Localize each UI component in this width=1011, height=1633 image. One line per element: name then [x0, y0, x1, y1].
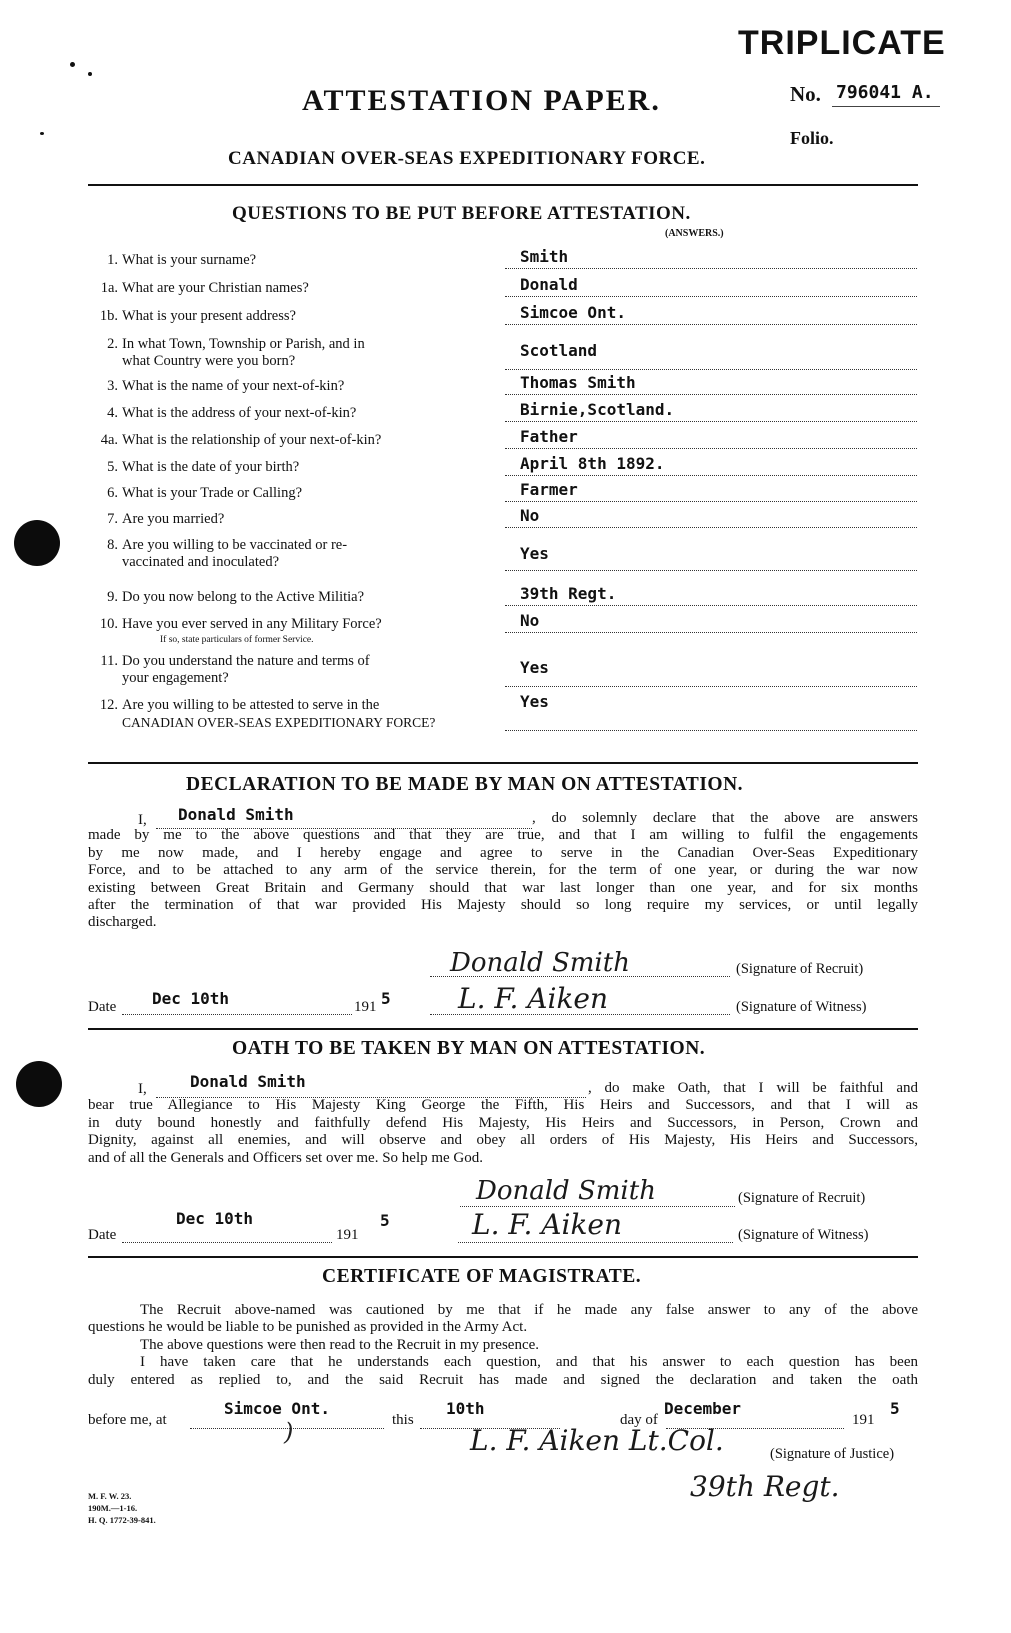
- oath-line: bear true Allegiance to His Majesty King George the Fifth, His Heirs and Successors, and that I will as: [88, 1097, 918, 1114]
- oath-witness-label: (Signature of Witness): [738, 1227, 869, 1243]
- question-number: 5.: [107, 459, 118, 475]
- folio-label: Folio.: [790, 128, 834, 148]
- declaration-line: made by me to the above questions and that they are true, and that I am willing to fulfil the engagements: [88, 827, 918, 844]
- oath-recruit-signature: Donald Smith: [476, 1176, 656, 1206]
- question-number: 8.: [107, 537, 118, 553]
- question-number: 4a.: [100, 432, 118, 448]
- force-name: CANADIAN OVER-SEAS EXPEDITIONARY FORCE.: [228, 148, 706, 169]
- answer-value: Donald: [520, 275, 578, 294]
- oath-year-digit: 5: [380, 1211, 390, 1230]
- question-text: Do you understand the nature and terms of: [122, 653, 370, 669]
- question-text: In what Town, Township or Parish, and in: [122, 336, 365, 352]
- answers-label: (ANSWERS.): [665, 228, 724, 239]
- certificate-heading: CERTIFICATE OF MAGISTRATE.: [322, 1266, 642, 1287]
- number-label: No.: [790, 82, 821, 106]
- question-number: 3.: [107, 378, 118, 394]
- ink-specks: [70, 62, 130, 92]
- question-number: 11.: [100, 653, 118, 669]
- declaration-line: discharged.: [88, 914, 157, 931]
- question-text: What is the date of your birth?: [122, 459, 300, 475]
- oath-year-prefix: 191: [336, 1227, 359, 1243]
- certificate-line: The Recruit above-named was cautioned by me that if he made any false answer to any of the above: [140, 1302, 918, 1318]
- declaration-i: I,: [138, 812, 147, 828]
- certificate-place: Simcoe Ont.: [224, 1399, 330, 1418]
- answer-value: April 8th 1892.: [520, 454, 665, 473]
- copy-label: TRIPLICATE: [738, 24, 946, 62]
- answer-value: Simcoe Ont.: [520, 303, 626, 322]
- declaration-recruit-label: (Signature of Recruit): [736, 961, 864, 977]
- certificate-text: [88, 1302, 918, 1389]
- question-text: what Country were you born?: [122, 353, 296, 369]
- oath-text: [88, 1080, 918, 1167]
- certificate-this: this: [392, 1412, 414, 1428]
- answer-value: Farmer: [520, 480, 578, 499]
- declaration-name: Donald Smith: [178, 805, 294, 824]
- answer-value: No: [520, 506, 540, 525]
- certificate-year-digit: 5: [890, 1399, 900, 1418]
- declaration-year-prefix: 191: [354, 999, 377, 1015]
- oath-name: Donald Smith: [190, 1072, 306, 1091]
- certificate-line: The above questions were then read to the Recruit in my presence.: [140, 1336, 540, 1353]
- question-number: 9.: [107, 589, 118, 605]
- question-text: What is the address of your next-of-kin?: [122, 405, 357, 421]
- footer-code: 190M.—1-16.: [88, 1503, 138, 1513]
- certificate-justice-label: (Signature of Justice): [770, 1446, 895, 1462]
- answer-value: Scotland: [520, 341, 598, 360]
- answer-value: No: [520, 611, 540, 630]
- regimental-number: 796041 A.: [836, 82, 934, 103]
- declaration-witness-label: (Signature of Witness): [736, 999, 867, 1015]
- answer-value: Thomas Smith: [520, 373, 636, 392]
- certificate-day-of: day of: [620, 1412, 658, 1428]
- oath-line: in duty bound honestly and faithfully defend His Majesty, His Heirs and Successors, in Person, Crown and: [88, 1114, 918, 1131]
- answer-value: Yes: [520, 544, 549, 563]
- answer-value: Smith: [520, 247, 569, 266]
- punch-hole-lower: [16, 1061, 62, 1107]
- question-text: What are your Christian names?: [122, 280, 309, 296]
- oath-date-label: Date: [88, 1227, 117, 1243]
- oath-line: Dignity, against all enemies, and will observe and obey all orders of His Majesty, His Heirs and Successors,: [88, 1132, 918, 1149]
- answer-value: Father: [520, 427, 578, 446]
- question-text: What is the relationship of your next-of-kin?: [122, 432, 382, 448]
- answer-value: Yes: [520, 658, 549, 677]
- footer-codes: [88, 1490, 156, 1526]
- declaration-heading: DECLARATION TO BE MADE BY MAN ON ATTESTATION.: [186, 774, 744, 795]
- certificate-day: 10th: [446, 1399, 485, 1418]
- declaration-date: Dec 10th: [152, 989, 230, 1008]
- declaration-line: , do solemnly declare that the above are answers: [532, 810, 918, 826]
- certificate-justice-signature: L. F. Aiken Lt.Col.: [470, 1424, 724, 1457]
- question-text: What is your Trade or Calling?: [122, 485, 303, 501]
- question-text: your engagement?: [122, 670, 229, 686]
- declaration-line: existing between Great Britain and Germany should that war last longer than one year, and for six months: [88, 879, 918, 896]
- question-number: 1b.: [99, 308, 118, 324]
- question-text: vaccinated and inoculated?: [122, 554, 280, 570]
- answer-value: Yes: [520, 692, 549, 711]
- question-text: What is your present address?: [122, 308, 296, 324]
- question-number: 1.: [107, 252, 118, 268]
- answer-value: Birnie,Scotland.: [520, 400, 675, 419]
- answer-value: 39th Regt.: [520, 584, 617, 603]
- question-number: 12.: [99, 697, 118, 713]
- declaration-line: by me now made, and I hereby engage and agree to serve in the Canadian Over-Seas Expeditionary: [88, 844, 918, 861]
- certificate-line: questions he would be liable to be punished as provided in the Army Act.: [88, 1319, 528, 1336]
- certificate-year-prefix: 191: [852, 1412, 875, 1428]
- certificate-line: I have taken care that he understands each question, and that his answer to each question has been: [140, 1354, 918, 1371]
- certificate-before-me: before me, at: [88, 1412, 167, 1428]
- declaration-text: [88, 810, 918, 932]
- questions-heading: QUESTIONS TO BE PUT BEFORE ATTESTATION.: [232, 203, 691, 224]
- footer-code: M. F. W. 23.: [88, 1491, 132, 1501]
- punch-hole-upper: [14, 520, 60, 566]
- certificate-line: duly entered as replied to, and the said Recruit has made and signed the declaration and taken the oath: [88, 1371, 918, 1388]
- certificate-justice-extra: 39th Regt.: [690, 1470, 840, 1503]
- oath-line: and of all the Generals and Officers set over me. So help me God.: [88, 1149, 484, 1166]
- footer-code: H. Q. 1772-39-841.: [88, 1515, 156, 1525]
- page-title: ATTESTATION PAPER.: [302, 84, 661, 117]
- question-note: If so, state particulars of former Service.: [160, 635, 314, 645]
- header-rule: [88, 184, 918, 186]
- oath-line: , do make Oath, that I will be faithful and: [588, 1080, 918, 1096]
- declaration-recruit-signature: Donald Smith: [450, 948, 630, 978]
- questions-rule: [88, 762, 918, 764]
- oath-witness-signature: L. F. Aiken: [472, 1208, 623, 1241]
- question-number: 7.: [107, 511, 118, 527]
- question-number: 10.: [99, 616, 118, 632]
- question-text: CANADIAN OVER-SEAS EXPEDITIONARY FORCE?: [122, 715, 436, 730]
- declaration-witness-signature: L. F. Aiken: [458, 982, 609, 1015]
- declaration-year-digit: 5: [381, 989, 391, 1008]
- question-number: 2.: [107, 336, 118, 352]
- oath-rule: [88, 1256, 918, 1258]
- declaration-line: after the termination of that war provided His Majesty should so long require my services, or until legally: [88, 897, 918, 914]
- question-number: 1a.: [100, 280, 118, 296]
- oath-i: I,: [138, 1081, 147, 1097]
- oath-date: Dec 10th: [176, 1209, 254, 1228]
- question-number: 6.: [107, 485, 118, 501]
- question-number: 4.: [107, 405, 118, 421]
- certificate-month: December: [664, 1399, 742, 1418]
- question-text: Have you ever served in any Military Force?: [122, 616, 382, 632]
- initials-mark: ): [284, 1418, 294, 1446]
- question-text: What is your surname?: [122, 252, 257, 268]
- declaration-line: Force, and to be attached to any arm of the service therein, for the term of one year, or during the war now: [88, 862, 918, 879]
- question-text: Are you married?: [122, 511, 225, 527]
- declaration-date-label: Date: [88, 999, 117, 1015]
- oath-recruit-label: (Signature of Recruit): [738, 1190, 866, 1206]
- question-text: Do you now belong to the Active Militia?: [122, 589, 365, 605]
- question-text: What is the name of your next-of-kin?: [122, 378, 345, 394]
- oath-heading: OATH TO BE TAKEN BY MAN ON ATTESTATION.: [232, 1038, 706, 1059]
- question-text: Are you willing to be attested to serve in the: [122, 697, 380, 713]
- question-text: Are you willing to be vaccinated or re-: [122, 537, 348, 553]
- declaration-rule: [88, 1028, 918, 1030]
